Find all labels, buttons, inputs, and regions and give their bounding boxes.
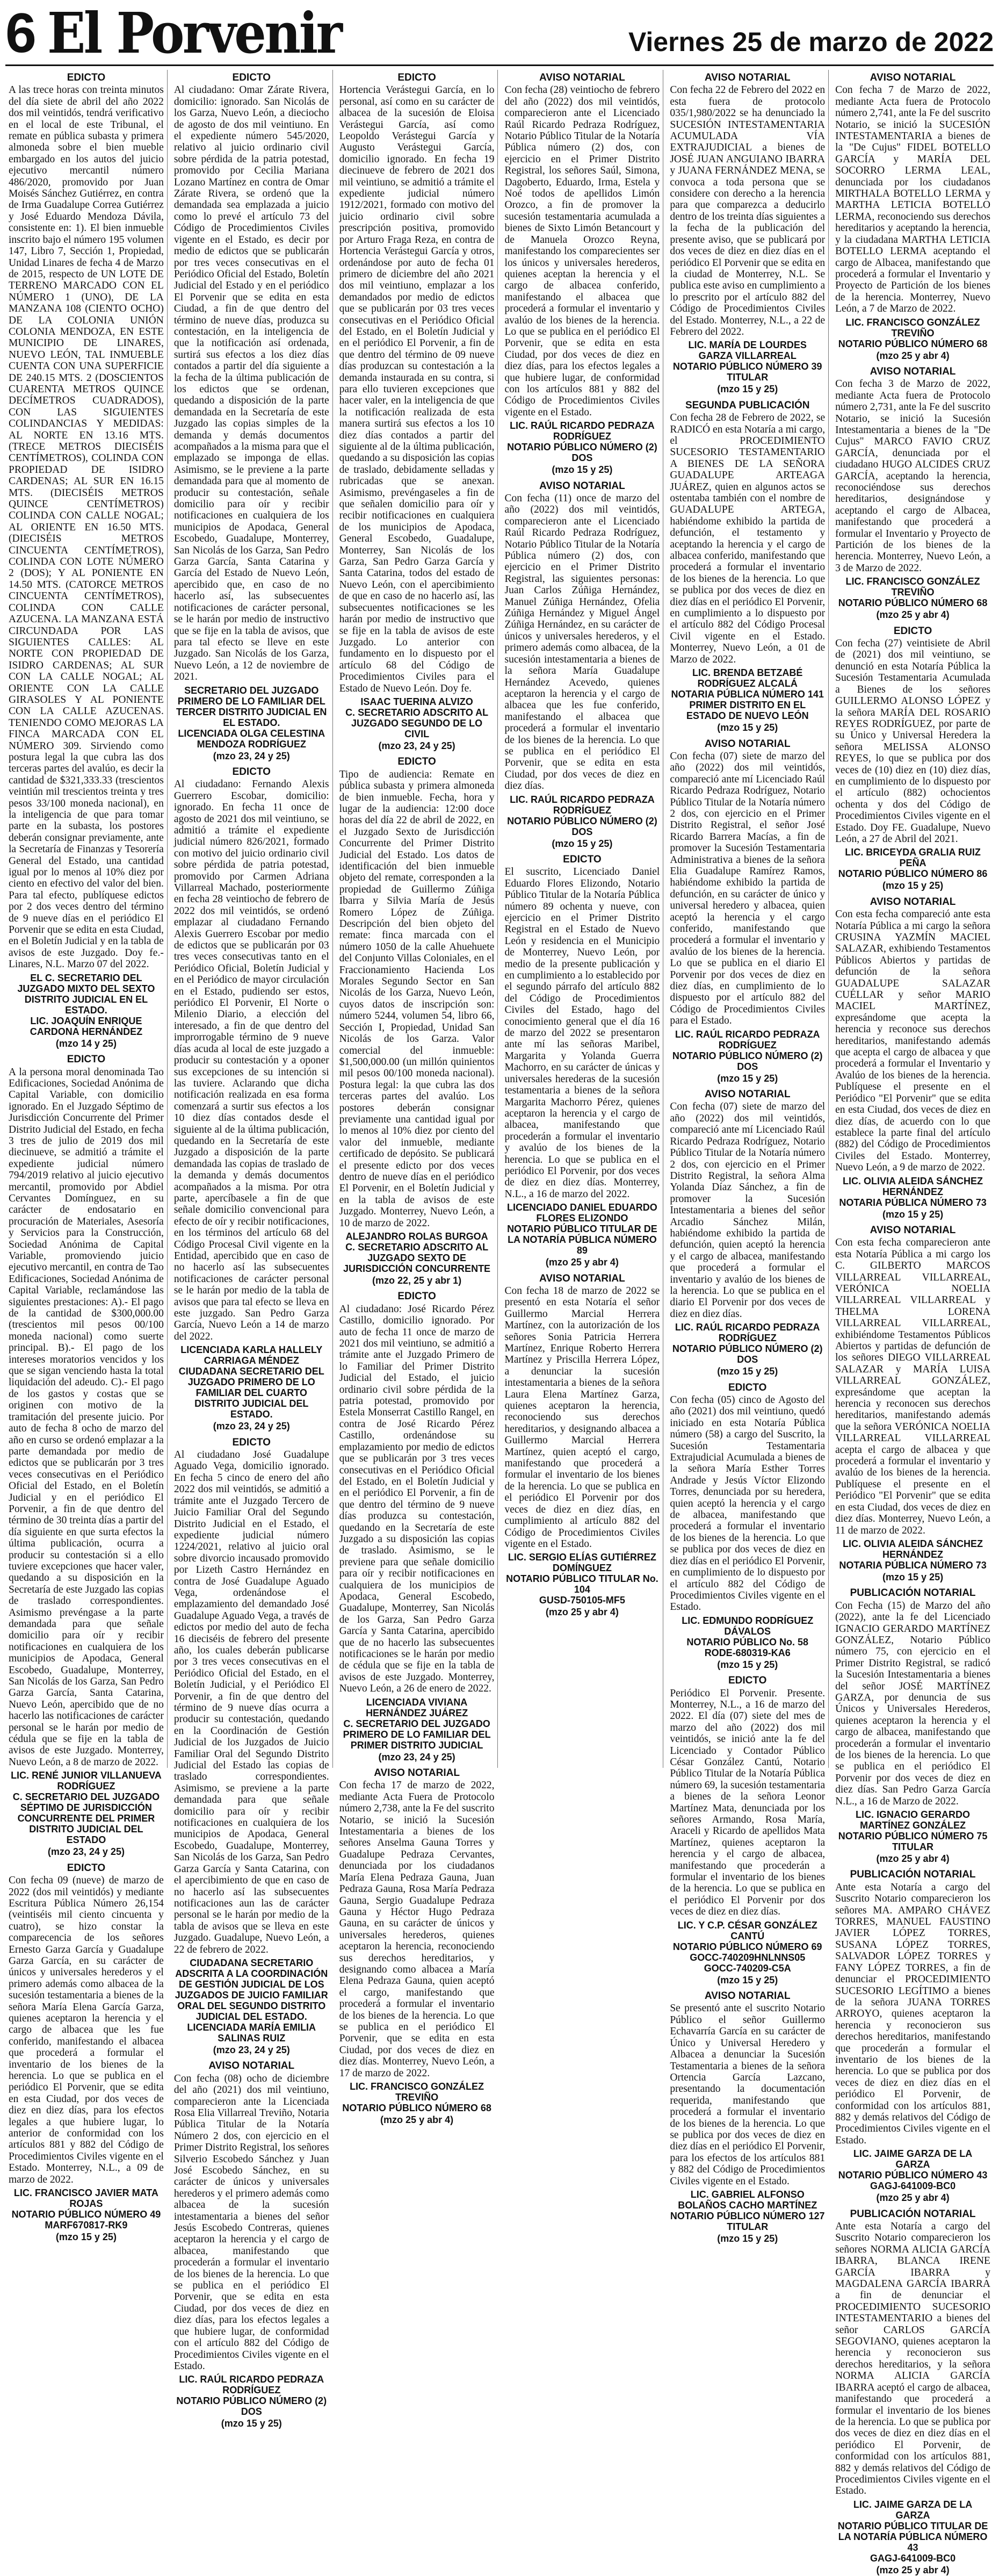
notice-body: Con esta fecha comparecieron ante esta Notaría Pública a mi cargo los C. GILBERTO MARCOS VILLARREAL VILLARREAL, VERÓNICA NOELIA VILLARREAL VILLARREAL y THELMA LORENA VILLARREAL VILLARREAL, exhibiéndome Testamentos Públicos Abiertos y partidas de defunción de los señores DIEGO VILLARREAL SALAZAR y MARÍA LUISA VILLARREAL GONZÁLEZ, expresándome que aceptan la herencia y reconocen sus derechos hereditarios, manifestando además que la señora VERÓNICA NOELIA VILLARREAL VILLARREAL acepta el cargo de albacea y que procederá a formular el inventario y avalúo de los bienes de la herencia. Publíquese el presente en el Periódico "El Porvenir" que se edita en esta Ciudad, dos veces de diez en diez días. Monterrey, Nuevo León, a 11 de marzo de 2022. [835, 1237, 990, 1536]
notice-body: Con esta fecha compareció ante esta Notaría Pública a mi cargo la señora CRUSINA YAZMÍN MACIEL SALAZAR, exhibiendo Testamentos Públicos Abiertos y partidas de defunción de la señora GUADALUPE SALAZAR CUÉLLAR y señor MARIO MACIEL MARTÍNEZ, expresándome que acepta la herencia y reconoce sus derechos hereditarios, manifestando además que acepta el cargo de albacea y que procederá a formular el Inventario y Avalúo de los bienes de la herencia. Publíquese el presente en el Periódico "El Porvenir" que se edita en esta Ciudad, dos veces de diez en diez días, de acuerdo con lo que establece la parte final del artículo (882) del Código de Procedimientos Civiles del Estado. Monterrey, Nuevo León, a 9 de marzo de 2022. [835, 909, 990, 1174]
notice-body: Se presentó ante el suscrito Notario Público el señor Guillermo Echavarría García en su carácter de Único y Universal Heredero y Albacea a denunciar la Sucesión Testamentaria a bienes de la señora Ortencia García Lazcano, presentando la documentación requerida, manifestando que procederá a formular el inventario de los bienes de la herencia. Lo que se publica por dos veces de diez en diez días en el periódico El Porvenir, para los efectos de los artículos 881 y 882 del Código de Procedimientos Civiles vigente en el Estado. [670, 2003, 826, 2187]
legal-notice [9, 1862, 164, 2243]
legal-notice [835, 2208, 990, 2576]
notice-signature: LICENCIADO DANIEL EDUARDO FLORES ELIZONDO NOTARIO PÚBLICO TITULAR DE LA NOTARÍA PÚBLICA NÚMERO 89 [507, 1202, 657, 1256]
notice-signature: LIC. GABRIEL ALFONSO BOLAÑOS CACHO MARTÍNEZ NOTARIO PÚBLICO NÚMERO 127 TITULAR [670, 2189, 825, 2232]
notice-heading: EDICTO [893, 625, 932, 637]
legal-notice [504, 854, 660, 1269]
legal-notice [670, 72, 825, 395]
notice-heading: EDICTO [232, 1436, 271, 1448]
notice-body: Con fecha (05) cinco de Agosto del año (2021) dos mil veintiuno, quedó iniciado en esta Notaría Pública número (58) a cargo del Suscrito, la Sucesión Testamentaria Extrajudicial Acumulada a bienes de la señora María Esther Torres Andrade y Jesús Víctor Elizondo Torres, denunciada por su heredera, quien aceptó la herencia y el cargo de albacea, manifestando que procederá a formular el inventario de los bienes de la herencia. Lo que se publica por dos veces de diez en diez días en el periódico El Porvenir, en cumplimiento de lo dispuesto por el artículo 882 del Código de Procedimientos Civiles vigente en el Estado. [670, 1394, 826, 1613]
notice-publication-dates: (mzo 15 y 25) [221, 2418, 282, 2429]
notice-signature: LIC. RAÚL RICARDO PEDRAZA RODRÍGUEZ NOTARIO PÚBLICO NÚMERO (2) DOS [672, 1322, 823, 1365]
column [832, 70, 994, 2575]
legal-notice [9, 72, 164, 1049]
legal-notice [174, 72, 329, 762]
notice-heading: AVISO NOTARIAL [539, 480, 625, 492]
notice-body: A las trece horas con treinta minutos del día siete de abril del año 2022 dos mil veintidós, tendrá verificativo en el local de este Tribunal, el remate en pública subasta y primera almoneda sobre el bien mueble embargado en los autos del juicio ejecutivo mercantil número 486/2020, promovido por Juan Moisés Sánchez Gutiérrez, en contra de Irma Guadalupe Correa Gutiérrez y José Eduardo Mendoza Dávila, consistente en: 1). El bien inmueble inscrito bajo el número 195 volumen 147, Libro 7, Sección 1, Propiedad, Unidad Linares de fecha 4 de Marzo de 2015, respecto de UN LOTE DE TERRENO MARCADO CON EL NÚMERO 1 (UNO), DE LA MANZANA 108 (CIENTO OCHO) DE LA COLONIA UNIÓN COLONIA MENDOZA, EN ESTE MUNICIPIO DE LINARES, NUEVO LEÓN, TAL INMUEBLE CUENTA CON UNA SUPERFICIE DE 240.15 MTS. 2 (DOSCIENTOS CUARENTA METROS QUINCE DECÍMETROS CUADRADOS), CON LAS SIGUIENTES COLINDANCIAS Y MEDIDAS: AL NORTE EN 13.16 MTS. (TRECE METROS DIECISÉIS CENTÍMETROS), COLINDA CON PROPIEDAD DE ISIDRO CARDENAS; AL SUR EN 16.15 MTS. (DIECISÉIS METROS QUINCE CENTÍMETROS) COLINDA CON CALLE NOGAL; AL ORIENTE EN 16.50 MTS. (DIECISÉIS METROS CINCUENTA CENTÍMETROS), COLINDA CON LOTE NÚMERO 2 (DOS); Y AL PONIENTE EN 14.50 MTS. (CATORCE METROS CINCUENTA CENTÍMETROS), COLINDA CON CALLE AZUCENA. LA MANZANA ESTÁ CIRCUNDADA POR LAS SIGUIENTES CALLES: AL NORTE CON PROPIEDAD DE ISIDRO CARDENAS; AL SUR CON LA CALLE NOGAL; AL ORIENTE CON LA CALLE GIRASOLES Y AL PONIENTE CON LA CALLE AZUCENAS. TENIENDO COMO MEJORAS LA FINCA MARCADA CON EL NÚMERO 309. Sirviendo como postura legal la que cubra las dos terceras partes del avalúo, es decir la cantidad de $321,333.33 (trescientos veintiún mil trescientos treinta y tres pesos 33/100 moneda nacional), en la inteligencia de que para tomar parte en la subasta, los postores deberán consignar previamente, ante la Secretaría de Finanzas y Tesorería General del Estado, una cantidad igual por lo menos al 10% diez por ciento en efectivo del valor del bien. Para tal efecto, publíquese edictos por 2 dos veces dentro del término de 9 nueve días en el periódico El Porvenir que se edita en esta Ciudad, en el Boletín Judicial y en la tabla de avisos de este Juzgado. Doy fe.- Linares, N.L. Marzo 07 del 2022. [9, 84, 164, 970]
notice-body: Periódico El Porvenir. Presente. Monterrey, N.L., a 16 de marzo del 2022. El día (07) siete del mes de marzo del año (2022) dos mil veintidós, se inició ante la fe del Licenciado y Contador Público César González Cantú, Notario Público Titular de la Notaría Pública número 69, la sucesión testamentaria a bienes de la señora Leonor Martínez Mata, denunciada por los señores Armando, Rosa María, Araceli y Ricardo de apellidos Mata Martínez, quienes aceptaron la herencia y el cargo de albacea, manifestando que procederán a formular el inventario de los bienes de la herencia. Lo que se publica en el periódico El Porvenir por dos veces de diez en diez días. [670, 1687, 826, 1918]
legal-notice [339, 1291, 495, 1763]
legal-notice [670, 1990, 825, 2244]
notice-publication-dates: (mzo 22, 25 y abr 1) [372, 1275, 462, 1286]
legal-notice [670, 1382, 825, 1671]
notice-body: Al ciudadano José Guadalupe Aguado Vega, domicilio ignorado. En fecha 5 cinco de enero del año 2022 dos mil veintidós, se admitió a trámite ante el Juzgado Tercero de Juicio Familiar Oral del Segundo Distrito Judicial en el Estado, el expediente judicial número 1224/2021, relativo al juicio oral sobre divorcio incausado promovido por Lizeth Castro Hernández en contra de José Guadalupe Aguado Vega, ordenándose el emplazamiento del demandado José Guadalupe Aguado Vega, a través de edictos por medio del auto de fecha 16 dieciséis de febrero del presente año, los cuales deberán publicarse por 3 tres veces consecutivas en el Periódico Oficial del Estado, en el Boletín Judicial, y el Periódico El Porvenir, a fin de que dentro del término de 9 nueve días ocurra a producir su contestación, quedando en la Coordinación de Gestión Judicial de los Juzgados de Juicio Familiar Oral del Segundo Distrito Judicial del Estado las copias de traslado correspondientes. Asimismo, se previene a la parte demandada para que señale domicilio para oír y recibir notificaciones en cualquiera de los municipios de Apodaca, General Escobedo, Guadalupe, Monterrey, San Nicolás de los Garza, San Pedro Garza García y Santa Catarina, con el apercibimiento de que en caso de no hacerlo así las subsecuentes notificaciones aun las de carácter personal se le harán por medio de la tabla de avisos que se lleva en este Juzgado. Guadalupe, Nuevo León, a 22 de febrero de 2022. [173, 1449, 329, 1955]
notice-heading: PUBLICACIÓN NOTARIAL [850, 2208, 976, 2220]
notice-body: Con fecha (08) ocho de diciembre del año (2021) dos mil veintiuno, comparecieron ante la Licenciada Rosa Elia Villarreal Treviño, Notaria Pública Titular de la Notaría Número 2 dos, con ejercicio en el Primer Distrito Registral, los señores Silverio Escobedo Sánchez y Juan José Escobedo Sánchez, en su carácter de únicos y universales herederos y el primero además como albacea de la sucesión intestamentaria a bienes del señor Jesús Escobedo Contreras, quienes aceptaron la herencia y el cargo de albacea, manifestando que procederán a formular el inventario de los bienes de la herencia. Lo que se publica en el periódico El Porvenir, que se edita en esta Ciudad, por dos veces de diez en diez días, para los efectos legales a que hubiere lugar, de conformidad con el artículo 882 del Código de Procedimientos Civiles vigente en el Estado. [173, 2073, 329, 2372]
notice-signature: LIC. FRANCISCO JAVIER MATA ROJAS NOTARIO PÚBLICO NÚMERO 49 MARF670817-RK9 [11, 2188, 161, 2231]
notice-publication-dates: (mzo 25 y abr 4) [876, 1853, 950, 1865]
legal-notice [670, 400, 825, 734]
notice-body: A la persona moral denominada Tao Edificaciones, Sociedad Anónima de Capital Variable, con domicilio ignorado. En el Juzgado Séptimo de Jurisdicción Concurrente del Primer Distrito Judicial del Estado, en fecha 3 tres de julio de 2019 dos mil diecinueve, se admitió a trámite el expediente judicial número 794/2019 relativo al juicio ejecutivo mercantil, promovido por Abdiel Cervantes Domínguez, en su carácter de endosatario en procuración de Materiales, Asesoría y Servicios para la Construcción, Sociedad Anónima de Capital Variable, promoviendo juicio ejecutivo mercantil, en contra de Tao Edificaciones, Sociedad Anónima de Capital Variable, reclamándose las siguientes prestaciones: A).- El pago de la cantidad de $300,000.00 (trescientos mil pesos 00/100 moneda nacional) como suerte principal. B).- El pago de los intereses moratorios vencidos y los que se sigan venciendo hasta la total liquidación del adeudo. C).- El pago de los gastos y costas que se originen con motivo de la tramitación del presente juicio. Por auto de fecha 8 ocho de marzo del año en curso se ordenó emplazar a la parte demandada por medio de edictos que se publicarán por 3 tres veces consecutivas en el Periódico Oficial del Estado, en el Boletín Judicial y en el periódico El Porvenir, a fin de que dentro del término de 30 treinta días a partir del día siguiente en que surta efectos la última publicación, ocurra a producir su contestación si a ello tuviere excepciones que hacer valer, quedando a su disposición en la Secretaría de este Juzgado las copias de traslado correspondientes. Asimismo prevéngase a la parte demandada para que señale domicilio para oír y recibir notificaciones en cualquiera de los municipios de Apodaca, General Escobedo, Guadalupe, Monterrey, San Nicolás de los Garza, San Pedro Garza García, Santa Catarina, Nuevo León, apercibido que de no hacerlo las notificaciones de carácter personal se le harán por medio de cédula que se fije en la tabla de avisos de este Juzgado. Monterrey, Nuevo León, a 8 de marzo de 2022. [9, 1066, 164, 1768]
notice-body: Ante esta Notaría a cargo del Suscrito Notario comparecieron los señores NORMA ALICIA GARCÍA IBARRA, BLANCA IRENE GARCÍA IBARRA y MAGDALENA GARCÍA IBARRA a fin de denunciar el PROCEDIMIENTO SUCESORIO INTESTAMENTARIO a bienes del señor CARLOS GARCÍA SEGOVIANO, quienes aceptaron la herencia y reconocieron sus derechos hereditarios, y la señora NORMA ALICIA GARCÍA IBARRA aceptó el cargo de albacea, manifestando que procederá a formular el inventario de los bienes de la herencia. Lo que se publica por dos veces de diez en diez días en el periódico El Porvenir, de conformidad con los artículos 881, 882 y demás relativos del Código de Procedimientos Civiles vigente en el Estado. [835, 2221, 990, 2497]
notice-publication-dates: (mzo 15 y 25) [882, 1208, 944, 1220]
legal-notice [174, 766, 329, 1433]
legal-notice [835, 896, 990, 1220]
legal-notice [670, 738, 825, 1085]
notice-body: Ante esta Notaría a cargo del Suscrito Notario comparecieron los señores MA. AMPARO CHÁVEZ TORRES, MANUEL FAUSTINO JAVIER LÓPEZ TORRES, SUSANA LÓPEZ TORRES, SALVADOR LÓPEZ TORRES y FANY LÓPEZ TORRES, a fin de denunciar el PROCEDIMIENTO SUCESORIO LEGÍTIMO a bienes de la señora JUANA TORRES ARROYO, quienes aceptaron la herencia y reconocieron sus derechos hereditarios, manifestando que procederán a formular el inventario de los bienes de la herencia. Lo que se publica por dos veces de diez en diez días en el periódico El Porvenir, de conformidad con los artículos 881, 882 y demás relativos del Código de Procedimientos Civiles vigente en el Estado. [835, 1881, 990, 2146]
notice-body: Con Fecha (15) de Marzo del año (2022), ante la fe del Licenciado IGNACIO GERARDO MARTÍNEZ GONZÁLEZ, Notario Público número 75, con ejercicio en el Primer Distrito Registral, se radicó la Sucesión Intestamentaria a bienes del señor JOSÉ MARTÍNEZ GARZA, por denuncia de sus Únicos y Universales Herederos, quienes aceptaron la herencia y el cargo de albacea, manifestando que procederán a formular el inventario de los bienes de la herencia. Lo que se publica en el periódico El Porvenir por dos veces de diez en diez días. San Pedro Garza García N.L., a 16 de Marzo de 2022. [835, 1600, 990, 1807]
notice-body: Con fecha (28) veintiocho de febrero del año (2022) dos mil veintidós, comparecieron ante el Licenciado Raúl Ricardo Pedraza Rodríguez, Notario Público Titular de la Notaría Pública número (2) dos, con ejercicio en el Primer Distrito Registral, los señores Saúl, Simona, Dagoberto, Eduardo, Irma, Estela y Noé todos de apellidos Limón Orozco, a fin de promover la sucesión testamentaria acumulada a bienes de Sixto Limón Betancourt y de Manuela Orozco Reyna, manifestando los comparecientes ser los únicos y universales herederos, quienes aceptan la herencia y el cargo de albacea conferido, manifestando el albacea que procederá a formular el inventario y avalúo de los bienes de la herencia. Lo que se publica en el periódico El Porvenir, que se edita en esta Ciudad, por dos veces de diez en diez días, para los efectos legales a que hubiere lugar, de conformidad con los artículos 881 y 882 del Código de Procedimientos Civiles vigente en el Estado. [504, 84, 660, 418]
notice-heading: AVISO NOTARIAL [704, 1990, 791, 2002]
notice-signature: LIC. BRENDA BETZABÉ RODRÍGUEZ ALCALÁ NOTARIA PÚBLICA NÚMERO 141 PRIMER DISTRITO EN EL ESTADO DE NUEVO LEÓN [671, 667, 824, 722]
notice-signature: LIC. SERGIO ELÍAS GUTIÉRREZ DOMÍNGUEZ NOTARIO PÚBLICO TITULAR No. 104 GUSD-750105-MF5 [506, 1552, 658, 1606]
column [667, 70, 829, 2244]
notice-publication-dates: (mzo 14 y 25) [55, 1038, 117, 1049]
notice-body: Con fecha 18 de marzo de 2022 se presentó en esta Notaría el señor Guillermo Marcial Herrera Martínez, con la autorización de los señores Sonia Patricia Herrera Martínez, Enrique Roberto Herrera Martínez y Priscilla Herrera López, a denunciar la sucesión intestamentaria a bienes de la señora Laura Elena Martínez Garza, quienes aceptaron la herencia, reconociendo sus derechos hereditarios, y designando albacea a Guillermo Marcial Herrera Martínez, quien aceptó el cargo, manifestando que procederá a formular el inventario de los bienes de la herencia. Lo que se publica en el periódico El Porvenir por dos veces de diez en diez días, en cumplimiento al artículo 882 del Código de Procedimientos Civiles vigente en el Estado. [504, 1285, 660, 1550]
notice-body: El suscrito, Licenciado Daniel Eduardo Flores Elizondo, Notario Público Titular de la Notaría Pública número 89 ochenta y nueve, con ejercicio en el Primer Distrito Registral en el Estado de Nuevo León y residencia en el Municipio de Monterrey, Nuevo León, por medio de la presente publicación y en cumplimiento a lo establecido por el segundo párrafo del artículo 882 del Código de Procedimientos Civiles del Estado, hago del conocimiento general que el día 16 de marzo del 2022 se presentaron ante mí las señoras Maribel, Margarita y Yolanda Guerra Machorro, en su carácter de únicas y universales herederas de la sucesión testamentaria a bienes de la señora Margarita Machorro Pérez, quienes aceptaron la herencia y el cargo de albacea, manifestando que procederán a formular el inventario y avalúo de los bienes de la herencia. Lo que se publica en el periódico El Porvenir, por dos veces de diez en diez días. Monterrey, N.L., a 16 de marzo del 2022. [504, 866, 660, 1200]
notice-signature: LIC. Y C.P. CÉSAR GONZÁLEZ CANTÚ NOTARIO PÚBLICO NÚMERO 69 GOCC-740209HNLNNS05 GOCC-740209-C5A [672, 1919, 822, 1974]
notice-heading: EDICTO [397, 72, 436, 83]
column [5, 70, 168, 2243]
notice-signature: LIC. FRANCISCO GONZÁLEZ TREVIÑO NOTARIO PÚBLICO NÚMERO 68 [838, 316, 988, 349]
notice-body: Con fecha (07) siete de marzo del año (2022) dos mil veintidós, compareció ante mí Licenciado Raúl Ricardo Pedraza Rodríguez, Notario Público Titular de la Notaría número 2 dos, con ejercicio en el Primer Distrito Registral, la señora Alma Yolanda Díaz Sánchez, a fin de promover la Sucesión Intestamentaria a bienes del señor Arcadio Sánchez Milán, habiéndome exhibido la partida de defunción, quien aceptó la herencia y el cargo de albacea, manifestando que procederá a formular el inventario y avalúo de los bienes de la herencia. Lo que se publica en el diario El Porvenir por dos veces de diez en diez días. [670, 1101, 826, 1320]
legal-notice [835, 366, 990, 621]
notice-signature: LIC. FRANCISCO GONZÁLEZ TREVIÑO NOTARIO PÚBLICO NÚMERO 68 [342, 2081, 491, 2113]
legal-notice [9, 1054, 164, 1858]
notice-body: Al ciudadano: Fernando Alexis Guerrero Escobar, domicilio: ignorado. En fecha 11 once de agosto de 2021 dos mil veintiuno, se admitió a trámite el expediente judicial número 826/2021, formado con motivo del juicio ordinario civil sobre pérdida de patria potestad, promovido por Carmen Adriana Villarreal Machado, posteriormente en fecha 28 veintiocho de febrero de 2022 dos mil veintidós, se ordenó emplazar al ciudadano Fernando Alexis Guerrero Escobar por medio de edictos que se publicarán por 03 tres veces consecutivas tanto en el Periódico Oficial, Boletín Judicial y en el Periódico de mayor circulación en el Estado, pudiendo ser estos, periódico El Porvenir, El Norte o Milenio Diario, a elección del interesado, a fin de que dentro del improrrogable término de 9 nueve días acuda al local de este juzgado a producir su contestación y a oponer sus excepciones de su intención si las tuviere. Aclarando que dicha notificación realizada en esa forma comenzará a surtir sus efectos a los 10 diez días contados desde el siguiente al de la última publicación, quedando en la Secretaría de este Juzgado a disposición de la parte demandada las copias de traslado de la demanda y demás documentos acompañados a la misma. Por otra parte, apercíbasele a fin de que señale domicilio convencional para efecto de oír y recibir notificaciones, en los términos del artículo 68 del Código Procesal Civil vigente en la Entidad, apercibido que en caso de no hacerlo así las subsecuentes notificaciones de carácter personal se le harán por medio de la tabla de avisos que para tal efecto se lleva en este juzgado. San Pedro Garza García, Nuevo León a 14 de marzo del 2022. [173, 779, 329, 1342]
notice-signature: CIUDADANA SECRETARIO ADSCRITA A LA COORDINACIÓN DE GESTIÓN JUDICIAL DE LOS JUZGADOS DE JUICIO FAMILIAR ORAL DEL SEGUNDO DISTRITO JUDICIAL DEL ESTADO. LICENCIADA MARÍA EMILIA SALINAS RUIZ [175, 1957, 328, 2043]
notice-publication-dates: (mzo 15 y 25) [717, 1974, 778, 1985]
notice-body: Con fecha 7 de Marzo de 2022, mediante Acta fuera de Protocolo número 2,741, ante la Fe del suscrito Notario, se inició la SUCESIÓN INTESTAMENTARIA a bienes de la "De Cujus" FIDEL BOTELLO GARCÍA y MARÍA DEL SOCORRO LERMA LEAL, denunciada por los ciudadanos MIRTHALA BOTELLO LERMA y MARTHA LETICIA BOTELLO LERMA, reconociendo sus derechos hereditarios y aceptando la herencia, y la ciudadana MARTHA LETICIA BOTELLO LERMA aceptando el cargo de Albacea, manifestando que procederá a formular el Inventario y Proyecto de Partición de los bienes de la herencia. Monterrey, Nuevo León, a 7 de Marzo de 2022. [835, 84, 990, 315]
notice-signature: LIC. EDMUNDO RODRÍGUEZ DÁVALOS NOTARIO PÚBLICO No. 58 RODE-680319-KA6 [682, 1615, 814, 1658]
notice-heading: AVISO NOTARIAL [870, 72, 956, 83]
notice-publication-dates: (mzo 25 y abr 4) [545, 1607, 619, 1618]
masthead [5, 0, 994, 66]
issue-date: Viernes 25 de marzo de 2022 [628, 27, 994, 57]
notice-signature: LIC. MARÍA DE LOURDES GARZA VILLARREAL NOTARIO PÚBLICO NÚMERO 39 TITULAR [672, 340, 822, 383]
legal-notice [835, 625, 990, 892]
notice-publication-dates: (mzo 25 y abr 4) [876, 609, 950, 621]
notice-body: Al ciudadano: José Ricardo Pérez Castillo, domicilio ignorado. Por auto de fecha 11 once de marzo de 2021 dos mil veintiuno, se admitió a trámite ante el Juzgado Primero de lo Familiar del Primer Distrito Judicial del Estado, el juicio ordinario civil sobre pérdida de la patria potestad, promovido por Estela Monserrat Castillo Rangel, en contra de José Ricardo Pérez Castillo, ordenándose su emplazamiento por medio de edictos que se publicarán por 3 tres veces consecutivas en el Periódico Oficial del Estado, en el Boletín Judicial y en el periódico El Porvenir, a fin de que dentro del término de 9 nueve días produzca su contestación, quedando en la Secretaría de este Juzgado a su disposición las copias de traslado. Asimismo, se le previene para que señale domicilio para oír y recibir notificaciones en cualquiera de los municipios de Apodaca, General Escobedo, Guadalupe, Monterrey, San Nicolás de los Garza, San Pedro Garza García y Santa Catarina, apercibido que de no hacerlo las subsecuentes notificaciones se le harán por medio de cédula que se fije en la tabla de avisos de este Juzgado. Monterrey, Nuevo León, a 26 de enero de 2022. [339, 1303, 495, 1695]
notice-signature: LIC. FRANCISCO GONZÁLEZ TREVIÑO NOTARIO PÚBLICO NÚMERO 68 [838, 576, 988, 609]
notice-publication-dates: (mzo 23, 24 y 25) [213, 750, 290, 761]
notice-heading: AVISO NOTARIAL [870, 1224, 956, 1236]
notice-heading: AVISO NOTARIAL [704, 72, 791, 83]
notice-signature: ALEJANDRO ROLAS BURGOA C. SECRETARIO ADSCRITO AL JUZGADO SEXTO DE JURISDICCIÓN CONCURRENTE [343, 1231, 491, 1274]
newspaper-name: El Porvenir [47, 0, 341, 66]
notice-body: Con fecha (27) veintisiete de Abril de (2021) dos mil veintiuno, se denunció en esta Notaría Pública la Sucesión Testamentaria Acumulada a Bienes de los señores GUILLERMO ALONSO LÓPEZ y la señora MARÍA DEL ROSARIO REYES RODRÍGUEZ, por parte de su Único y Universal Heredera la señora MELISSA ALONSO REYES, lo que se publica por dos veces de (10) diez en (10) diez días, en cumplimiento de lo dispuesto por el artículo (882) ochocientos ochenta y dos del Código de Procedimientos Civiles vigente en el Estado. Doy FE. Guadalupe, Nuevo León, a 27 de Abril del 2021. [835, 638, 990, 845]
notice-publication-dates: (mzo 25 y abr 4) [876, 350, 950, 361]
legal-notice [339, 72, 495, 752]
masthead-left [5, 0, 373, 66]
legal-notice [504, 1273, 660, 1618]
column [171, 70, 333, 2429]
page-number: 6 [5, 2, 35, 64]
notice-heading: SEGUNDA PUBLICACIÓN [685, 399, 810, 411]
notice-signature: LIC. RAÚL RICARDO PEDRAZA RODRÍGUEZ NOTARIO PÚBLICO NÚMERO (2) DOS [507, 420, 657, 464]
notice-signature: LIC. RAÚL RICARDO PEDRAZA RODRÍGUEZ NOTARIO PÚBLICO NÚMERO (2) DOS [507, 794, 657, 837]
notice-publication-dates: (mzo 23, 24 y 25) [378, 740, 455, 751]
notice-publication-dates: (mzo 15 y 25) [717, 1366, 778, 1377]
notice-publication-dates: (mzo 15 y 25) [882, 880, 944, 891]
legal-notice [504, 72, 660, 476]
legal-notice [174, 1437, 329, 2056]
notice-publication-dates: (mzo 15 y 25) [717, 1659, 778, 1670]
column [336, 70, 498, 2125]
notice-signature: LIC. JAIME GARZA DE LA GARZA NOTARIO PÚBLICO TITULAR DE LA NOTARÍA PÚBLICA NÚMERO 43 GAGJ-641009-BC0 [837, 2499, 988, 2564]
notice-publication-dates: (mzo 25 y abr 4) [380, 2114, 454, 2125]
notice-publication-dates: (mzo 15 y 25) [552, 464, 613, 476]
notice-signature: LIC. IGNACIO GERARDO MARTÍNEZ GONZÁLEZ NOTARIO PÚBLICO NÚMERO 75 TITULAR [838, 1809, 988, 1853]
notice-body: Con fecha (11) once de marzo del año (2022) dos mil veintidós, comparecieron ante el Licenciado Raúl Ricardo Pedraza Rodríguez, Notario Público Titular de la Notaría Pública número (2) dos, con ejercicio en el Primer Distrito Registral, las siguientes personas: Juan Carlos Zúñiga Hernández, Manuel Zúñiga Hernández, Ofelia Zúñiga Hernández y Miguel Ángel Zúñiga Hernández, en su carácter de únicos y universales herederos, y el primero además como albacea, de la sucesión intestamentaria a bienes de la señora María Guadalupe Hernández Acevedo, quienes aceptaron la herencia y el cargo de albacea que les fue conferido, manifestando el albacea que procederá a formular el inventario de los bienes de la herencia. Lo que se publica en el periódico El Porvenir, que se edita en esta Ciudad, por dos veces de diez en diez días. [504, 493, 660, 792]
notice-signature: LIC. JAIME GARZA DE LA GARZA NOTARIO PÚBLICO NÚMERO 43 GAGJ-641009-BC0 [838, 2148, 988, 2192]
classified-columns [5, 70, 994, 2575]
notice-heading: EDICTO [728, 1675, 767, 1687]
notice-heading: PUBLICACIÓN NOTARIAL [850, 1869, 976, 1881]
notice-publication-dates: (mzo 15 y 25) [717, 1073, 778, 1084]
notice-heading: PUBLICACIÓN NOTARIAL [850, 1587, 976, 1599]
notice-publication-dates: (mzo 25 y abr 4) [876, 2192, 950, 2204]
notice-body: Con fecha 3 de Marzo de 2022, mediante Acta fuera de Protocolo número 2,731, ante la Fe del suscrito Notario, se inició la Sucesión Intestamentaria a bienes de la "De Cujus" MARCO FAVIO CRUZ GARCÍA, denunciada por el ciudadano HUGO ALCIDES CRUZ GARCÍA, aceptando la herencia, reconociéndose sus derechos hereditarios, designándose y aceptando el cargo de Albacea, manifestando que procederá a formular el Inventario y Proyecto de Partición de los bienes de la herencia. Monterrey, Nuevo León, a 3 de Marzo de 2022. [835, 378, 990, 574]
column [501, 70, 663, 1768]
legal-notice [835, 1225, 990, 1583]
notice-body: Con fecha 17 de marzo de 2022, mediante Acta Fuera de Protocolo número 2,738, ante la Fe del suscrito Notario, se inició la Sucesión Intestamentaria a bienes de los señores Anselma Gauna Torres y Guadalupe Pedraza Cervantes, denunciada por los ciudadanos María Elena Pedraza Gauna, Juan Pedraza Gauna, Rosa María Pedraza Gauna, Sergio Guadalupe Pedraza Gauna y Héctor Hugo Pedraza Gauna, en su carácter de únicos y universales herederos, quienes aceptaron la herencia, reconociendo sus derechos hereditarios, y designando como albacea a María Elena Pedraza Gauna, quien aceptó el cargo, manifestando que procederá a formular el inventario de los bienes de la herencia. Lo que se publica en el periódico El Porvenir, que se edita en esta Ciudad, por dos veces de diez en diez días. Monterrey, Nuevo León, a 17 de marzo de 2022. [339, 1780, 495, 2079]
legal-notice [670, 1089, 825, 1378]
notice-signature: LIC. RAÚL RICARDO PEDRAZA RODRÍGUEZ NOTARIO PÚBLICO NÚMERO (2) DOS [176, 2374, 327, 2417]
legal-notice [504, 480, 660, 850]
notice-body: Con fecha 22 de Febrero del 2022 en esta fuera de protocolo 035/1,980/2022 se ha denunciado la SUCESIÓN INTESTAMENTARIA ACUMULADA VÍA EXTRAJUDICIAL a bienes de JOSÉ JUAN ANGUIANO IBARRA y JUANA FERNÁNDEZ MENA, se convoca a toda persona que se considere con derecho a la herencia para que comparezca a deducirlo dentro de los treinta días siguientes a la fecha de la publicación del presente aviso, que se publicará por dos veces de diez en diez días en el periódico El Porvenir que se edita en la ciudad de Monterrey, N.L. Se publica este aviso en cumplimiento a lo prescrito por el artículo 882 del Código de Procedimientos Civiles del Estado. Monterrey, N.L., a 22 de Febrero del 2022. [670, 84, 826, 337]
legal-notice [835, 1587, 990, 1865]
notice-heading: EDICTO [397, 756, 436, 768]
notice-publication-dates: (mzo 23, 24 y 25) [47, 1846, 125, 1858]
legal-notice [835, 72, 990, 362]
notice-body: Tipo de audiencia: Remate en pública subasta y primera almoneda de bien inmueble. Fecha, hora y lugar de la audiencia: 12:00 doce horas del día 22 de abril de 2022, en el Juzgado Sexto de Jurisdicción Concurrente del Primer Distrito Judicial del Estado. Los datos de identificación del bien inmueble objeto del remate, corresponden a la propiedad de Guillermo Zúñiga Ibarra y Silvia María de Jesús Romero López de Zúñiga. Descripción del bien objeto del remate: finca marcada con el número 1050 de la calle Ahuehuete del Conjunto Villas Coloniales, en el Fraccionamiento Hacienda Los Morales Segundo Sector en San Nicolás de los Garza, Nuevo León, cuyos datos de inscripción son: número 5244, volumen 54, libro 66, Sección I, Propiedad, Unidad San Nicolás de los Garza. Valor comercial del inmueble: $1,500,000.00 (un millón quinientos mil pesos 00/100 moneda nacional). Postura legal: la que cubra las dos terceras partes del avalúo. Los postores deberán consignar previamente una cantidad igual por lo menos al 10% diez por ciento del valor del inmueble, mediante certificado de depósito. Se publicará el presente edicto por dos veces dentro de nueve días en el periódico El Porvenir, en el Boletín Judicial y en la tabla de avisos de este Juzgado. Monterrey, Nuevo León, a 10 de marzo de 2022. [339, 768, 495, 1229]
notice-heading: EDICTO [232, 72, 271, 83]
notice-signature: LIC. OLIVIA ALEIDA SÁNCHEZ HERNÁNDEZ NOTARIA PÚBLICA NÚMERO 73 [839, 1175, 987, 1208]
notice-signature: LIC. RAÚL RICARDO PEDRAZA RODRÍGUEZ NOTARIO PÚBLICO NÚMERO (2) DOS [672, 1028, 823, 1072]
notice-publication-dates: (mzo 23, 24 y 25) [213, 1421, 290, 1432]
notice-heading: AVISO NOTARIAL [704, 738, 791, 750]
notice-heading: AVISO NOTARIAL [539, 1272, 625, 1284]
notice-publication-dates: (mzo 25 y abr 4) [545, 1257, 619, 1268]
notice-heading: EDICTO [563, 853, 602, 865]
legal-notice [339, 1767, 495, 2126]
notice-publication-dates: (mzo 15 y 25) [55, 2232, 117, 2243]
legal-notice [835, 1869, 990, 2204]
notice-publication-dates: (mzo 15 y 25) [882, 1571, 944, 1582]
legal-notice [339, 756, 495, 1286]
masthead-rule [5, 64, 994, 66]
notice-heading: AVISO NOTARIAL [208, 2060, 295, 2072]
notice-signature: ISAAC TUERINA ALVIZO C. SECRETARIO ADSCRITO AL JUZGADO SEGUNDO DE LO CIVIL [345, 696, 489, 739]
notice-heading: EDICTO [232, 766, 271, 778]
notice-body: Con fecha 09 (nueve) de marzo de 2022 (dos mil veintidós) y mediante Escritura Pública Número 26,154 (veintiséis mil ciento cincuenta y cuatro), se hizo constar la comparecencia de los señores Ernesto Garza García y Guadalupe Garza García, en su carácter de únicos y universales herederos y el primero además como albacea de la sucesión testamentaria a bienes de la señora María Elena García Garza, quienes aceptaron la herencia y el cargo de albacea que les fue conferido, manifestando el albacea que procederá a formular el inventario de los bienes de la herencia. Lo que se publica en el periódico El Porvenir, que se edita en esta Ciudad, por dos veces de diez en diez días, para los efectos legales a que hubiere lugar, lo anterior de conformidad con los artículos 881 y 882 del Código de Procedimientos Civiles vigente en el Estado. Monterrey, N.L., a 09 de marzo de 2022. [9, 1875, 164, 2185]
notice-signature: LICENCIADA VIVIANA HERNÁNDEZ JUÁREZ C. SECRETARIO DEL JUZGADO PRIMERO DE LO FAMILIAR DEL PRIMER DISTRITO JUDICIAL [343, 1696, 491, 1751]
notice-body: Con fecha 28 de Febrero de 2022, se RADICÓ en esta Notaría a mi cargo, el PROCEDIMIENTO SUCESORIO TESTAMENTARIO A BIENES DE LA SEÑORA GUADALUPE ARTEAGA JUÁREZ, quien en algunos actos se ostentaba también con el nombre de GUADALUPE ARTEGA, habiéndome exhibido la partida de defunción, el testamento y aceptando la herencia y el cargo de albacea conferido, manifestando que procederá a formular el inventario de los bienes de la herencia. Lo que se publica por dos veces de diez en diez días en el periódico El Porvenir, en cumplimiento a lo dispuesto por el artículo 882 del Código Procesal Civil vigente en el Estado. Monterrey, Nuevo León, a 01 de Marzo de 2022. [670, 412, 826, 665]
notice-signature: SECRETARIO DEL JUZGADO PRIMERO DE LO FAMILIAR DEL TERCER DISTRITO JUDICIAL EN EL ESTADO. LICENCIADA OLGA CELESTINA MENDOZA RODRÍGUEZ [176, 685, 327, 750]
notice-signature: LIC. RENÉ JUNIOR VILLANUEVA RODRÍGUEZ C. SECRETARIO DEL JUZGADO SÉPTIMO DE JURISDICCIÓN CONCURRENTE DEL PRIMER DISTRITO JUDICIAL DEL ESTADO [11, 1770, 162, 1846]
notice-heading: EDICTO [67, 72, 106, 83]
notice-heading: EDICTO [728, 1381, 767, 1393]
notice-body: Al ciudadano: Omar Zárate Rivera, domicilio: ignorado. San Nicolás de los Garza, Nuevo León, a dieciocho de agosto de dos mil veintiuno. En el expediente número 545/2020, relativo al juicio ordinario civil sobre pérdida de la patria potestad, promovido por Cecilia Mariana Lozano Martínez en contra de Omar Zárate Rivera, se ordenó que la demandada sea emplazada a juicio como lo prevé el artículo 73 del Código de Procedimientos Civiles vigente en el Estado, es decir por medio de edictos que se publicarán por tres veces consecutivas en el Periódico Oficial del Estado, Boletín Judicial del Estado y en el periódico El Porvenir que se edita en esta Ciudad, a fin de que dentro del término de nueve días, produzca su contestación, en la inteligencia de que la notificación así ordenada, surtirá sus efectos a los diez días contados a partir del día siguiente a la fecha de la última publicación de los edictos que se ordenan, quedando a disposición de la parte demandada en la Secretaría de este Juzgado las copias simples de la demanda y demás documentos acompañados a la misma para que el emplazado se imponga de ellas. Asimismo, se le previene a la parte demandada para que al momento de producir su contestación, señale domicilio para oír y recibir notificaciones en cualquiera de los municipios de Apodaca, General Escobedo, Guadalupe, Monterrey, San Nicolás de los Garza, San Pedro Garza García, Santa Catarina y García del Estado de Nuevo León, apercibido que, en caso de no hacerlo así, las subsecuentes notificaciones de carácter personal, se le harán por medio de instructivo que se fije en la tabla de avisos, que para tal efecto se lleve en este Juzgado. San Nicolás de los Garza, Nuevo León, a 12 de noviembre de 2021. [173, 84, 329, 683]
notice-publication-dates: (mzo 23, 24 y 25) [213, 2044, 290, 2055]
notice-heading: AVISO NOTARIAL [539, 72, 625, 83]
notice-heading: AVISO NOTARIAL [374, 1767, 460, 1779]
notice-publication-dates: (mzo 15 y 25) [717, 2233, 778, 2244]
notice-publication-dates: (mzo 25 y abr 4) [876, 2564, 950, 2575]
notice-publication-dates: (mzo 15 y 25) [552, 838, 613, 849]
notice-heading: EDICTO [397, 1291, 436, 1303]
legal-notice [670, 1675, 825, 1986]
notice-heading: EDICTO [67, 1862, 106, 1874]
notice-publication-dates: (mzo 15 y 25) [717, 722, 778, 733]
notice-heading: AVISO NOTARIAL [870, 896, 956, 908]
legal-notice [174, 2060, 329, 2429]
notice-heading: AVISO NOTARIAL [704, 1089, 791, 1100]
notice-signature: EL C. SECRETARIO DEL JUZGADO MIXTO DEL SEXTO DISTRITO JUDICIAL EN EL ESTADO. LIC. JOAQUÍN ENRIQUE CARDONA HERNÁNDEZ [17, 972, 155, 1037]
notice-signature: LIC. OLIVIA ALEIDA SÁNCHEZ HERNÁNDEZ NOTARIA PÚBLICA NÚMERO 73 [839, 1538, 987, 1571]
notice-signature: LICENCIADA KARLA HALLELY CARRIAGA MÉNDEZ CIUDADANA SECRETARIO DEL JUZGADO PRIMERO DE LO FAMILIAR DEL CUARTO DISTRITO JUDICIAL DEL ESTADO. [178, 1344, 324, 1420]
notice-body: Con fecha (07) siete de marzo del año (2022) dos mil veintidós, compareció ante mí Licenciado Raúl Ricardo Pedraza Rodríguez, Notario Público Titular de la Notaría número 2 dos, con ejercicio en el Primer Distrito Registral, el señor José Ricardo Barrera Macías, a fin de promover la Sucesión Testamentaria Administrativa a bienes de la señora Elia Guadalupe Ramírez Ramos, habiéndome exhibido la partida de defunción, en su carácter de único y universal heredero y albacea, quien aceptó la herencia y el cargo conferido, manifestando que procederá a formular el inventario y avalúo de los bienes de la herencia. Lo que se publica en el diario El Porvenir por dos veces de diez en diez días, en cumplimiento de lo dispuesto por el artículo 882 del Código de Procedimientos Civiles para el Estado. [670, 750, 826, 1027]
notice-signature: LIC. BRICEYDA GRALIA RUIZ PEÑA NOTARIO PÚBLICO NÚMERO 86 [838, 847, 988, 880]
notice-body: Hortencia Verástegui García, en lo personal, así como en su carácter de albacea de la sucesión de Eloisa Verástegui García, así como Leopoldo Verástegui García y Augusto Verástegui García, domicilio ignorado. En fecha 19 diecinueve de febrero de 2021 dos mil veintiuno, se admitió a trámite el expediente judicial número 1912/2021, formado con motivo del juicio ordinario civil sobre prescripción positiva, promovido por Arturo Fraga Reza, en contra de Hortencia Verástegui García y otros, ordenándose por auto de fecha 01 primero de diciembre del año 2021 dos mil veintiuno, emplazar a los demandados por medio de edictos que se publicarán por 03 tres veces consecutivas en el Periódico Oficial del Estado, en el Boletín Judicial y en el periódico El Porvenir, a fin de que dentro del término de 09 nueve días produzcan su contestación a la demanda instaurada en su contra, si para ello tuvieren excepciones que hacer valer, en la inteligencia de que la notificación realizada de esta manera surtirá sus efectos a los 10 diez días contados a partir del siguiente al de la última publicación, quedando a su disposición las copias de traslado, debidamente selladas y rubricadas que se anexan. Asimismo, prevéngaseles a fin de que señalen domicilio para oír y recibir notificaciones en cualquiera de los municipios de Apodaca, General Escobedo, Guadalupe, Monterrey, San Nicolás de los Garza, San Pedro Garza García y Santa Catarina, todos del estado de Nuevo León, con el apercibimiento de que en caso de no hacerlo así, las subsecuentes notificaciones se les harán por medio de instructivo que se fije en la tabla de avisos de este Juzgado. Lo anterior con fundamento en lo dispuesto por el artículo 68 del Código de Procedimientos Civiles para el Estado de Nuevo León. Doy fe. [339, 84, 495, 694]
notice-heading: AVISO NOTARIAL [870, 365, 956, 377]
notice-publication-dates: (mzo 15 y 25) [717, 384, 778, 395]
notice-heading: EDICTO [67, 1054, 106, 1066]
notice-publication-dates: (mzo 23, 24 y 25) [378, 1751, 455, 1762]
